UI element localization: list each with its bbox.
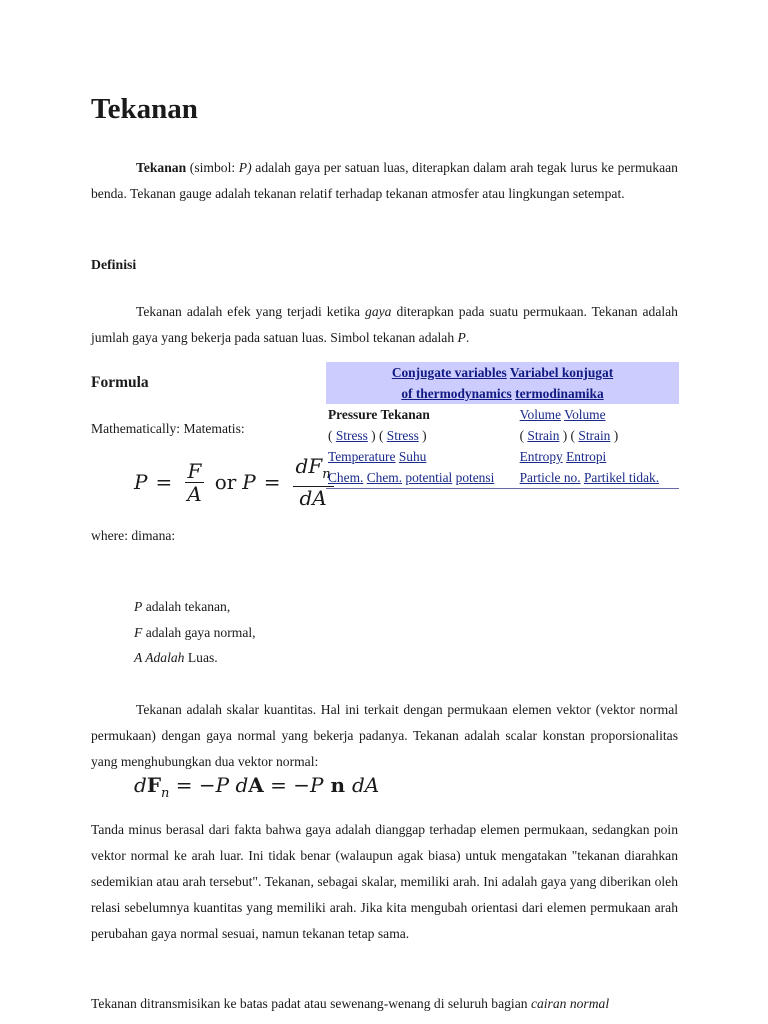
table-cell-strain bbox=[518, 425, 679, 446]
def-symbol-p: P bbox=[134, 599, 143, 614]
fraction-f-over-a bbox=[184, 460, 204, 505]
normal-vector-equation bbox=[134, 773, 379, 801]
table-cell-chem-potential bbox=[326, 467, 518, 489]
link-particle-no[interactable]: Particle no. bbox=[519, 470, 581, 485]
formula-intro: Mathematically: Matematis: bbox=[91, 421, 245, 436]
def-line-f bbox=[134, 624, 256, 642]
table-header-line-2 bbox=[328, 383, 677, 404]
frac-numerator: F bbox=[185, 460, 205, 483]
eq2-rest2: = − bbox=[263, 773, 311, 797]
link-chem[interactable]: Chem. bbox=[328, 470, 364, 485]
definisi-text-2: diterapkan pada suatu permukaan. Tekanan adalah jumlah gaya yang bekerja pada satuan luas. Simbol tekanan adalah bbox=[91, 304, 678, 345]
link-volume-id[interactable]: Volume bbox=[564, 407, 606, 422]
definisi-gaya: gaya bbox=[365, 304, 392, 319]
header-link-termodinamika[interactable]: termodinamika bbox=[515, 386, 604, 401]
frac-denominator-2: dA bbox=[299, 486, 327, 510]
eq-lhs-2: P bbox=[242, 470, 256, 494]
paren-mid: ) ( bbox=[367, 428, 387, 443]
link-partikel-tidak[interactable]: Partikel tidak. bbox=[583, 470, 660, 485]
definisi-paragraph bbox=[91, 299, 678, 351]
def-line-p bbox=[134, 598, 230, 616]
intro-paragraph bbox=[91, 155, 678, 207]
eq2-force-vector: F bbox=[146, 773, 162, 797]
def-line-a bbox=[134, 649, 218, 667]
link-entropi[interactable]: Entropi bbox=[566, 449, 607, 464]
link-stress[interactable]: Stress bbox=[335, 428, 368, 443]
eq-equals-2: = bbox=[263, 470, 281, 494]
table-cell-entropy bbox=[518, 446, 679, 467]
table-cell-pressure bbox=[326, 404, 518, 425]
eq-equals: = bbox=[155, 470, 173, 494]
last-emphasis: cairan normal bbox=[530, 996, 610, 1011]
link-suhu[interactable]: Suhu bbox=[398, 449, 427, 464]
def-symbol-a: A Adalah bbox=[134, 650, 185, 665]
frac-numerator-2-sub: n bbox=[322, 467, 331, 482]
eq2-area-vector: A bbox=[248, 773, 264, 797]
paren-close: ) bbox=[418, 428, 427, 443]
eq2-sub-n: n bbox=[161, 786, 170, 801]
eq-lhs: P bbox=[134, 470, 148, 494]
table-header bbox=[326, 362, 679, 404]
eq2-p2: P bbox=[310, 773, 324, 797]
link-entropy[interactable]: Entropy bbox=[519, 449, 563, 464]
table-row bbox=[326, 446, 679, 467]
link-stress-id[interactable]: Stress bbox=[386, 428, 419, 443]
definisi-text-1: Tekanan adalah efek yang terjadi ketika bbox=[136, 304, 366, 319]
pressure-formula bbox=[134, 455, 338, 509]
intro-text-2: adalah gaya per satuan luas, diterapkan dalam arah tegak lurus ke permukaan benda. Tekanan gauge adalah tekanan relatif terhadap tekanan atmosfer atau lingkungan setempat. bbox=[91, 160, 678, 201]
eq2-da: dA bbox=[351, 773, 380, 797]
page-title: Tekanan bbox=[91, 93, 198, 125]
table-row bbox=[326, 404, 679, 425]
conjugate-variables-table bbox=[326, 362, 679, 489]
intro-term: Tekanan bbox=[136, 160, 187, 175]
table-row bbox=[326, 467, 679, 489]
table-cell-particle-number bbox=[518, 467, 679, 489]
last-paragraph bbox=[91, 991, 678, 1017]
paren-mid: ) ( bbox=[559, 428, 579, 443]
where-text: where: dimana: bbox=[91, 528, 176, 543]
header-link-of-thermodynamics[interactable]: of thermodynamics bbox=[401, 386, 512, 401]
table-header-line-1 bbox=[328, 362, 677, 383]
link-volume[interactable]: Volume bbox=[519, 407, 562, 422]
paren-open: ( bbox=[519, 428, 528, 443]
last-text: Tekanan ditransmisikan ke batas padat atau sewenang-wenang di seluruh bagian bbox=[91, 996, 531, 1011]
definisi-heading: Definisi bbox=[91, 257, 137, 272]
definisi-symbol: P bbox=[457, 330, 466, 345]
intro-text-1: (simbol: bbox=[186, 160, 239, 175]
header-link-conjugate-variables[interactable]: Conjugate variables bbox=[391, 365, 507, 380]
eq2-rest1: = − bbox=[169, 773, 216, 797]
formula-heading: Formula bbox=[91, 374, 149, 391]
frac-numerator-2-main: dF bbox=[295, 454, 323, 478]
link-chem-id[interactable]: Chem. bbox=[366, 470, 403, 485]
pressure-label: Pressure Tekanan bbox=[328, 407, 430, 422]
table-cell-stress bbox=[326, 425, 518, 446]
table-cell-temperature bbox=[326, 446, 518, 467]
eq2-p1: P bbox=[215, 773, 230, 797]
header-link-variabel-konjugat[interactable]: Variabel konjugat bbox=[509, 365, 614, 380]
link-strain[interactable]: Strain bbox=[527, 428, 560, 443]
eq-or: or bbox=[214, 470, 237, 494]
link-potential[interactable]: potential bbox=[405, 470, 453, 485]
def-text-p: adalah tekanan, bbox=[142, 599, 231, 614]
table-cell-volume bbox=[518, 404, 679, 425]
intro-symbol: P) bbox=[238, 160, 252, 175]
table-row bbox=[326, 425, 679, 446]
table-header-row bbox=[326, 362, 679, 404]
def-symbol-f: F bbox=[134, 625, 143, 640]
link-potensi[interactable]: potensi bbox=[455, 470, 495, 485]
link-strain-id[interactable]: Strain bbox=[578, 428, 611, 443]
paren-close: ) bbox=[610, 428, 619, 443]
eq2-d1: d bbox=[134, 773, 147, 797]
link-temperature[interactable]: Temperature bbox=[328, 449, 396, 464]
frac-denominator: A bbox=[187, 481, 202, 506]
minus-sign-paragraph: Tanda minus berasal dari fakta bahwa gaya adalah dianggap terhadap elemen permukaan, sedangkan poin vektor normal ke arah luar. Ini tidak benar (walaupun agak biasa) untuk mengatakan "tekanan diarahkan sedemikian atau arah tersebut". Tekanan, sebagai skalar, memiliki arah. Ini adalah gaya yang diberikan oleh relasi sebelumnya kuantitas yang memiliki arah. Jika kita mengubah orientasi dari elemen permukaan arah perubahan gaya normal sesuai, namun tekanan tetap sama. bbox=[91, 822, 678, 941]
def-text-f: adalah gaya normal, bbox=[142, 625, 256, 640]
paren-open: ( bbox=[328, 428, 336, 443]
skalar-paragraph: Tekanan adalah skalar kuantitas. Hal ini terkait dengan permukaan elemen vektor (vektor normal permukaan) dengan gaya normal yang bekerja padanya. Tekanan adalah scalar konstan proporsionalitas yang menghubungkan dua vektor normal: bbox=[91, 702, 678, 769]
definisi-text-3: . bbox=[465, 330, 470, 345]
eq2-normal-vector: n bbox=[323, 773, 352, 797]
eq2-d2: d bbox=[229, 773, 249, 797]
def-text-a: Luas. bbox=[184, 650, 218, 665]
